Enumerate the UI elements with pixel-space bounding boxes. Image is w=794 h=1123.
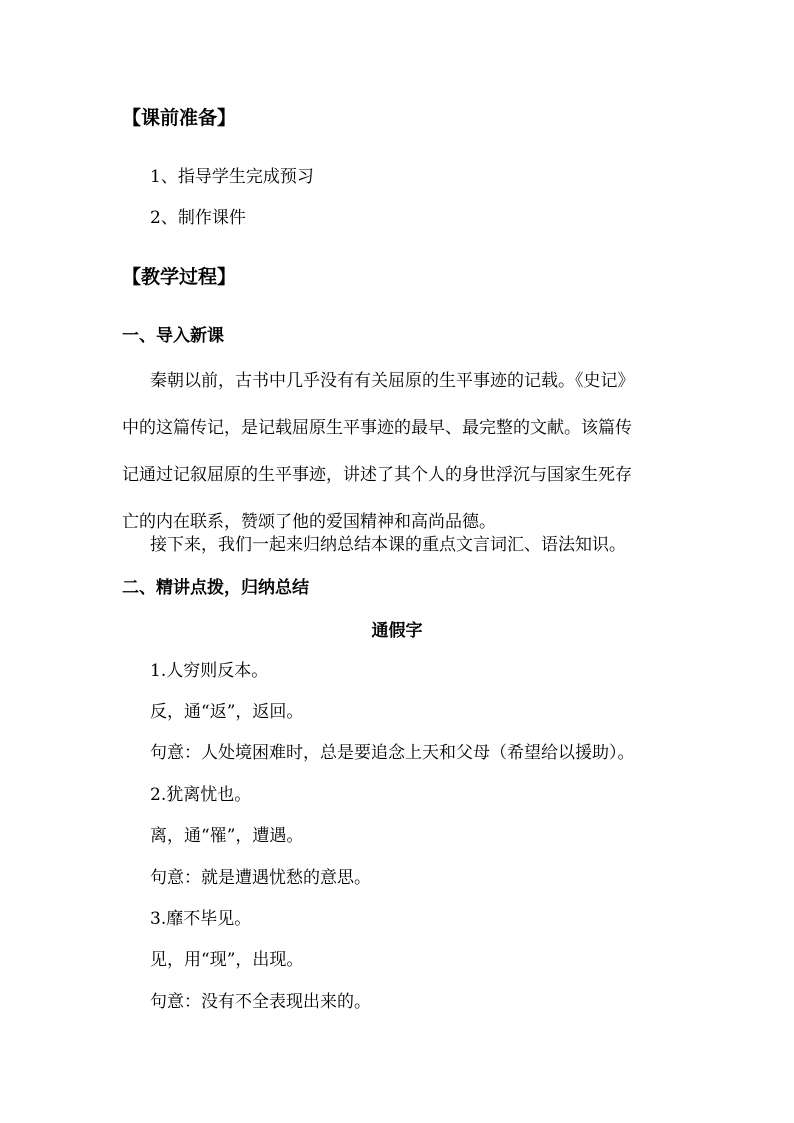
section2-title: 二、精讲点拨，归纳总结 [122, 578, 309, 598]
entry-9: 句意：没有不全表现出来的。 [150, 992, 371, 1012]
entry-8: 见，用“现”，出现。 [150, 950, 304, 970]
entry-6: 句意：就是遭遇忧愁的意思。 [150, 868, 371, 888]
process-heading: 【教学过程】 [122, 266, 237, 288]
entry-7: 3.靡不毕见。 [150, 909, 252, 929]
intro-line-3: 记通过记叙屈原的生平事迹，讲述了其个人的身世浮沉与国家生死存 [122, 465, 632, 485]
entry-4: 2.犹离忧也。 [150, 785, 252, 805]
section2-subtitle: 通假字 [371, 621, 423, 641]
prep-item-2: 2、制作课件 [150, 208, 246, 228]
entry-2: 反，通“返”，返回。 [150, 702, 304, 722]
section1-title: 一、导入新课 [122, 326, 224, 346]
intro-line-1: 秦朝以前，古书中几乎没有有关屈原的生平事迹的记载。《史记》 [150, 371, 635, 391]
entry-3: 句意：人处境困难时，总是要追念上天和父母（希望给以援助）。 [150, 743, 635, 763]
intro-line-4: 亡的内在联系，赞颂了他的爱国精神和高尚品德。 [122, 512, 496, 532]
prep-item-1: 1、指导学生完成预习 [150, 167, 314, 187]
prep-heading: 【课前准备】 [122, 107, 237, 129]
entry-1: 1.人穷则反本。 [150, 661, 269, 681]
entry-5: 离，通“罹”，遭遇。 [150, 826, 304, 846]
intro-next: 接下来，我们一起来归纳总结本课的重点文言词汇、语法知识。 [150, 535, 626, 555]
intro-line-2: 中的这篇传记，是记载屈原生平事迹的最早、最完整的文献。该篇传 [122, 418, 632, 438]
